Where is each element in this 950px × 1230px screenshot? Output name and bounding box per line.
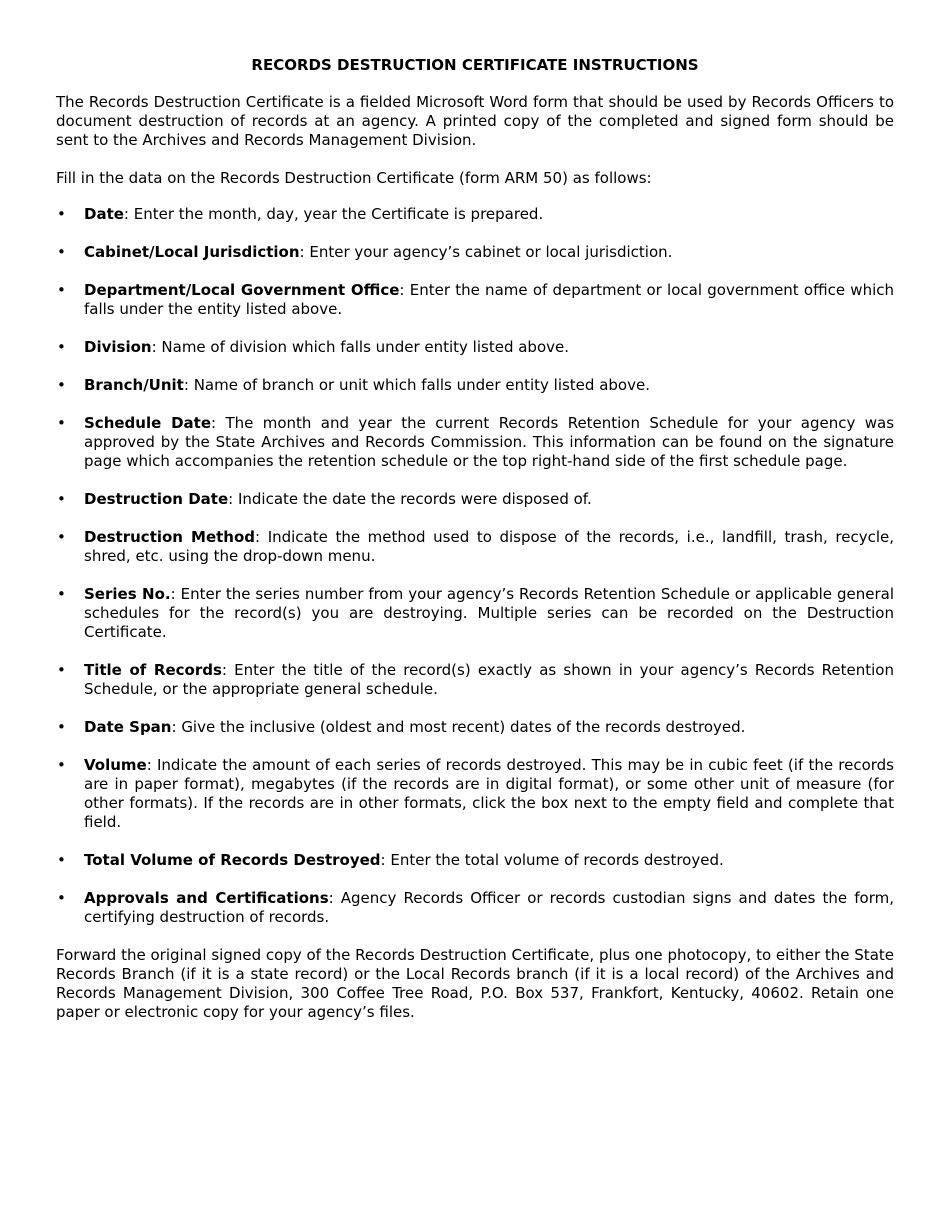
item-separator: :	[151, 338, 162, 356]
bullet-icon: •	[57, 205, 66, 223]
bullet-icon: •	[57, 338, 66, 356]
item-separator: :	[399, 281, 410, 299]
item-term: Title of Records	[84, 661, 222, 679]
item-text: Give the inclusive (oldest and most recent) dates of the records destroyed.	[181, 718, 746, 736]
item-separator: :	[146, 756, 157, 774]
item-term: Cabinet/Local Jurisdiction	[84, 243, 300, 261]
bullet-icon: •	[57, 851, 66, 869]
list-item	[56, 376, 894, 395]
intro-paragraph: The Records Destruction Certificate is a fielded Microsoft Word form that should be used by Records Officers to document destruction of records at an agency. A printed copy of the completed and signed form should be sent to the Archives and Records Management Division.	[56, 93, 894, 149]
list-item	[56, 585, 894, 642]
item-term: Approvals and Certifications	[84, 889, 329, 907]
closing-paragraph: Forward the original signed copy of the Records Destruction Certificate, plus one photocopy, to either the State Records Branch (if it is a state record) or the Local Records branch (if it is a local record) of the Archives and Records Management Division, 300 Coffee Tree Road, P.O. Box 537, Frankfort, Kentucky, 40602. Retain one paper or electronic copy for your agency’s files.	[56, 946, 894, 1021]
list-item	[56, 528, 894, 566]
item-text: Name of division which falls under entity listed above.	[161, 338, 569, 356]
item-separator: :	[228, 490, 238, 508]
item-text: Name of branch or unit which falls under entity listed above.	[193, 376, 650, 394]
bullet-icon: •	[57, 376, 66, 394]
item-term: Destruction Date	[84, 490, 229, 508]
item-text: Enter your agency’s cabinet or local jurisdiction.	[309, 243, 673, 261]
item-text: Agency Records Officer or records custodian signs and dates the form, certifying destruction of records.	[84, 889, 894, 926]
item-term: Date	[84, 205, 124, 223]
item-term: Series No.	[84, 585, 171, 603]
item-text: Indicate the amount of each series of records destroyed. This may be in cubic feet (if the records are in paper format), megabytes (if the records are in digital format), or some other unit of measure (for other formats). If the records are in other formats, click the box next to the empty field and complete that field.	[84, 756, 894, 831]
list-item	[56, 490, 894, 509]
item-separator: :	[170, 585, 181, 603]
bullet-icon: •	[57, 528, 66, 546]
item-separator: :	[255, 528, 268, 546]
bullet-icon: •	[57, 889, 66, 907]
list-item	[56, 414, 894, 471]
item-term: Schedule Date	[84, 414, 212, 432]
bullet-icon: •	[57, 281, 66, 299]
item-separator: :	[211, 414, 226, 432]
item-separator: :	[123, 205, 134, 223]
list-item	[56, 243, 894, 262]
item-separator: :	[183, 376, 194, 394]
item-term: Branch/Unit	[84, 376, 184, 394]
list-item	[56, 756, 894, 832]
item-text: The month and year the current Records Retention Schedule for your agency was approved by the State Archives and Records Commission. This information can be found on the signature page which accompanies the retention schedule or the top right-hand side of the first schedule page.	[84, 414, 895, 470]
list-item	[56, 338, 894, 357]
item-separator: :	[380, 851, 391, 869]
list-item	[56, 281, 894, 319]
item-term: Date Span	[84, 718, 172, 736]
item-separator: :	[328, 889, 341, 907]
list-item	[56, 661, 894, 699]
item-text: Enter the title of the record(s) exactly as shown in your agency’s Records Retention Schedule, or the appropriate general schedule.	[84, 661, 894, 698]
item-term: Destruction Method	[84, 528, 256, 546]
list-item	[56, 205, 894, 224]
document-title: RECORDS DESTRUCTION CERTIFICATE INSTRUCTIONS	[251, 56, 699, 74]
item-term: Department/Local Government Office	[84, 281, 400, 299]
bullet-icon: •	[57, 490, 66, 508]
item-term: Division	[84, 338, 152, 356]
item-separator: :	[299, 243, 310, 261]
item-text: Enter the total volume of records destroyed.	[390, 851, 724, 869]
lead-paragraph: Fill in the data on the Records Destruction Certificate (form ARM 50) as follows:	[56, 169, 652, 187]
bullet-icon: •	[57, 718, 66, 736]
item-text: Enter the series number from your agency’s Records Retention Schedule or applicable general schedules for the record(s) you are destroying. Multiple series can be recorded on the Destruction Certificate.	[84, 585, 894, 641]
list-item	[56, 851, 894, 870]
item-text: Indicate the date the records were disposed of.	[237, 490, 592, 508]
instruction-list	[56, 205, 894, 927]
item-separator: :	[221, 661, 235, 679]
bullet-icon: •	[57, 585, 66, 603]
bullet-icon: •	[57, 243, 66, 261]
bullet-icon: •	[57, 756, 66, 774]
item-term: Total Volume of Records Destroyed	[84, 851, 381, 869]
bullet-icon: •	[57, 661, 66, 679]
item-text: Indicate the method used to dispose of the records, i.e., landfill, trash, recycle, shred, etc. using the drop-down menu.	[84, 528, 895, 565]
item-text: Enter the month, day, year the Certificate is prepared.	[133, 205, 544, 223]
bullet-icon: •	[57, 414, 66, 432]
list-item	[56, 718, 894, 737]
item-separator: :	[171, 718, 182, 736]
item-text: Enter the name of department or local government office which falls under the entity listed above.	[84, 281, 894, 318]
list-item	[56, 889, 894, 927]
item-term: Volume	[84, 756, 147, 774]
